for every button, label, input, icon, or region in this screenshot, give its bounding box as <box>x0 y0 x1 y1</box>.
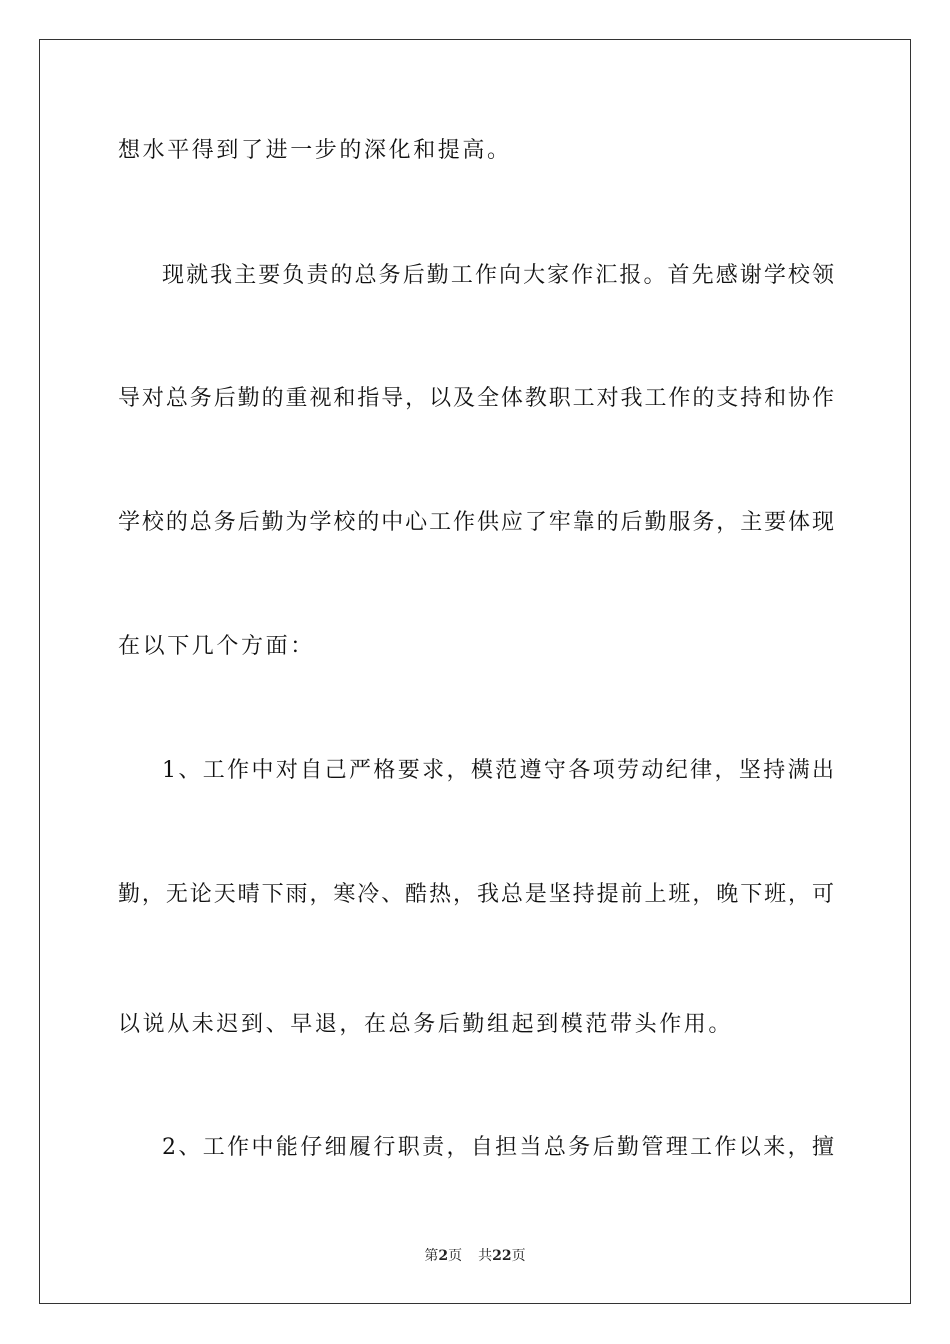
footer-page-number: 2 <box>438 1248 449 1264</box>
paragraph-line-3: 导对总务后勤的重视和指导，以及全体教职工对我工作的支持和协作 <box>118 386 834 411</box>
paragraph-line-1: 想水平得到了进一步的深化和提高。 <box>118 138 512 163</box>
footer-page-prefix: 第 <box>424 1248 439 1264</box>
paragraph-line-4: 学校的总务后勤为学校的中心工作供应了牢靠的后勤服务，主要体现 <box>118 510 834 535</box>
paragraph-line-6: 1、工作中对自己严格要求，模范遵守各项劳动纪律，坚持满出 <box>162 758 834 783</box>
page-footer <box>0 1246 950 1266</box>
footer-total-prefix: 共 <box>478 1248 493 1264</box>
page-border <box>39 39 911 1304</box>
footer-total-number: 22 <box>492 1248 512 1264</box>
paragraph-line-5: 在以下几个方面： <box>118 634 315 659</box>
footer-page-suffix: 页 <box>448 1248 463 1264</box>
paragraph-line-9: 2、工作中能仔细履行职责，自担当总务后勤管理工作以来，擅 <box>162 1135 834 1160</box>
footer-total-suffix: 页 <box>511 1248 526 1264</box>
paragraph-line-2: 现就我主要负责的总务后勤工作向大家作汇报。首先感谢学校领 <box>162 263 834 288</box>
paragraph-line-7: 勤，无论天晴下雨，寒冷、酷热，我总是坚持提前上班，晚下班，可 <box>118 882 834 907</box>
paragraph-line-8: 以说从未迟到、早退，在总务后勤组起到模范带头作用。 <box>118 1012 734 1037</box>
